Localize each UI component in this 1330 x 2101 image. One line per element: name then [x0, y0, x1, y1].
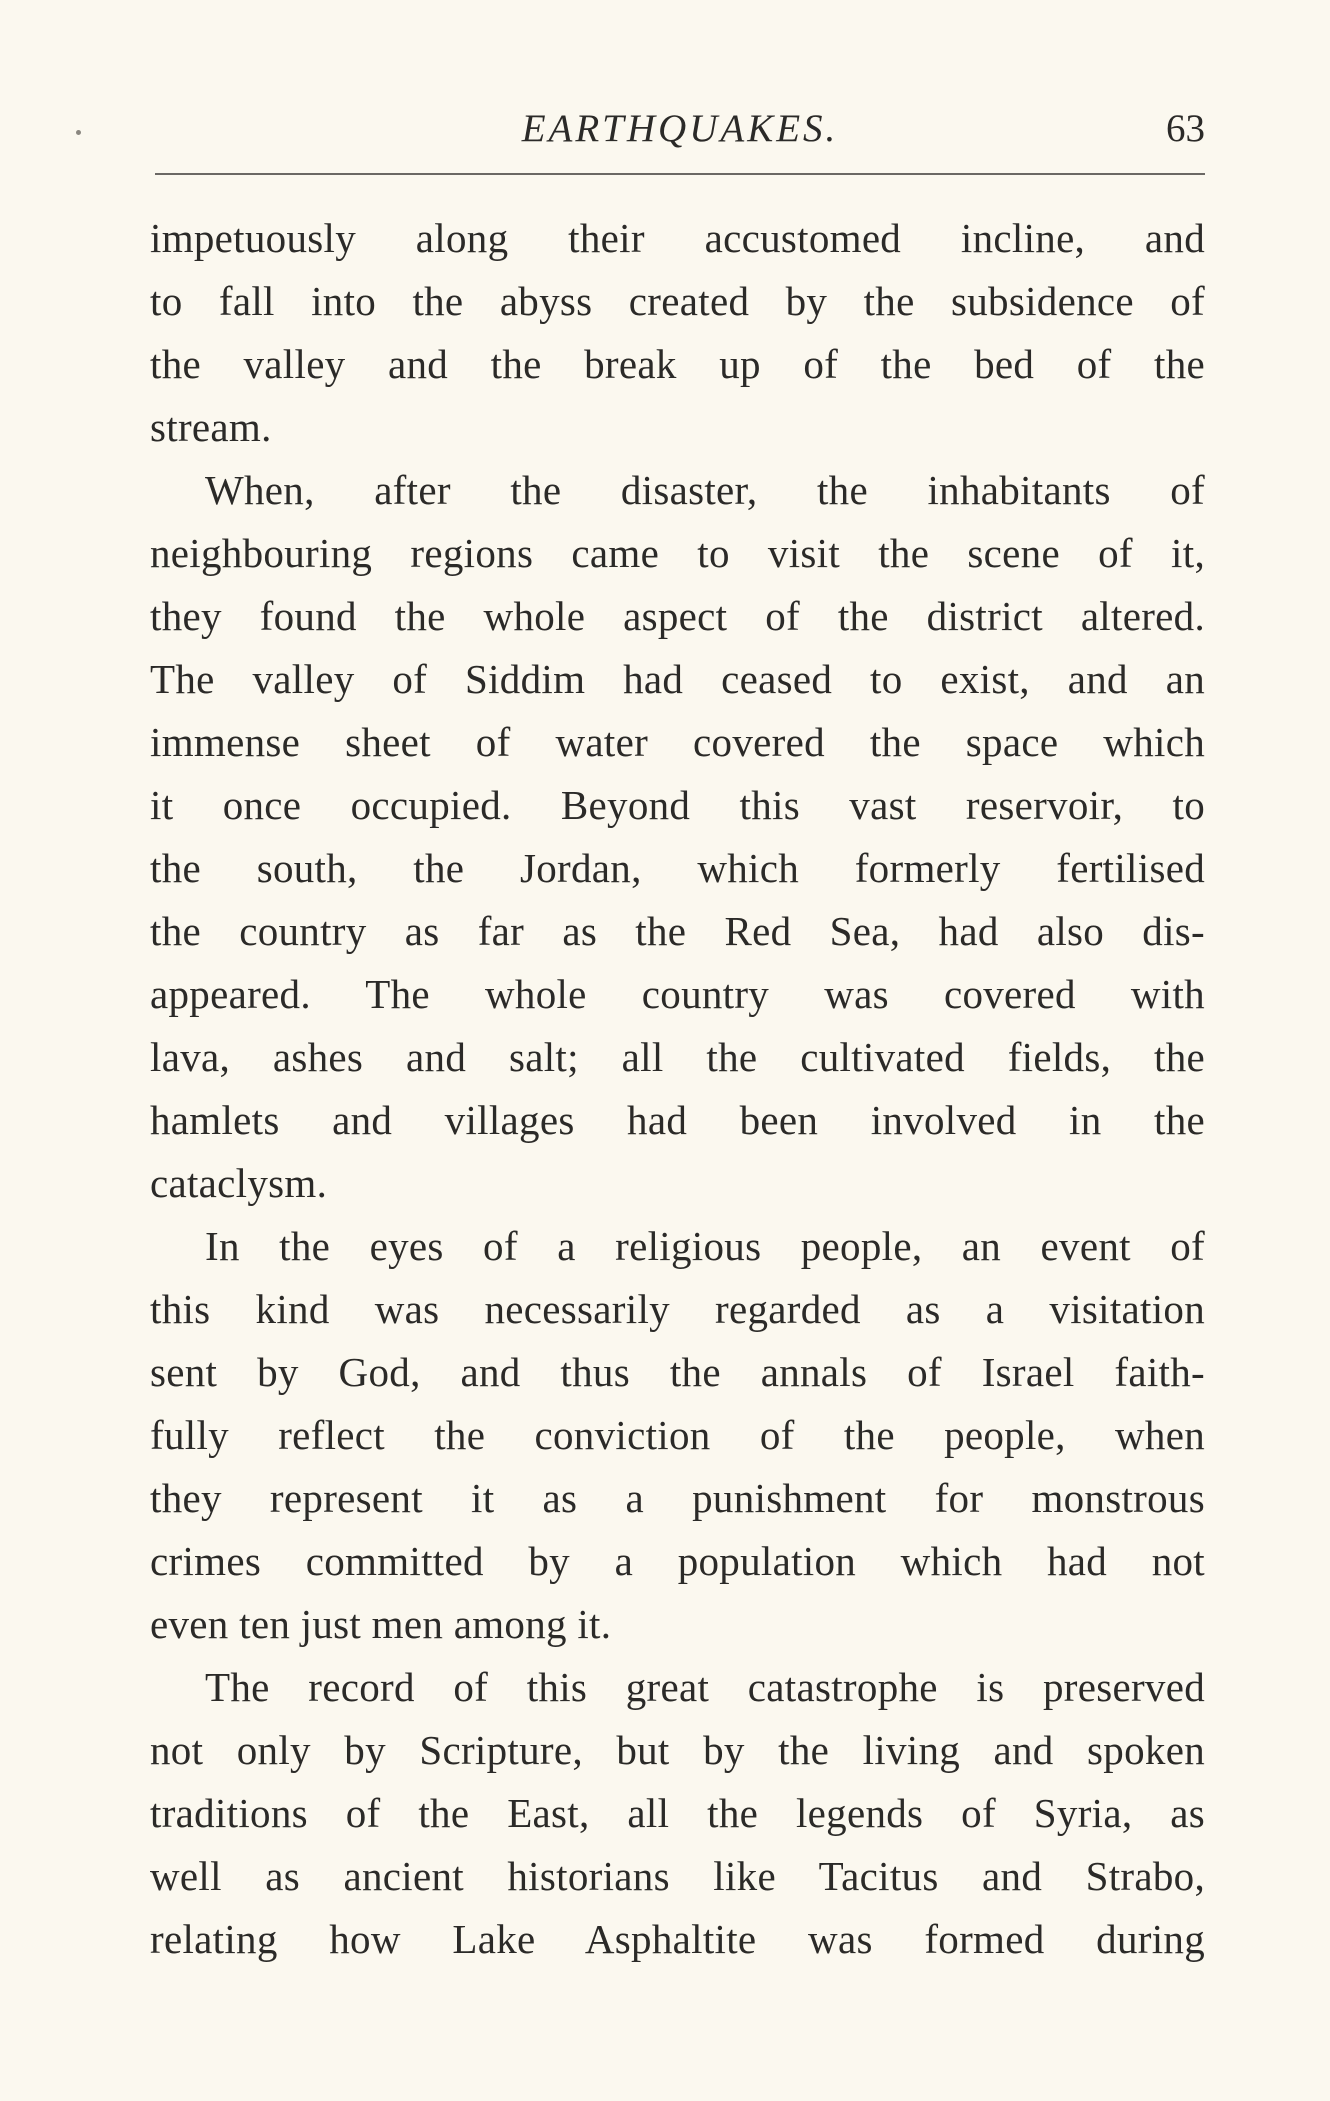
- text-line: the valley and the break up of the bed of the: [150, 341, 1205, 387]
- margin-dot: [76, 130, 81, 135]
- text-line: even ten just men among it.: [150, 1601, 612, 1647]
- text-line: well as ancient historians like Tacitus and Strabo,: [150, 1853, 1205, 1899]
- text-line: fully reflect the conviction of the people, when: [150, 1412, 1205, 1458]
- text-line: The valley of Siddim had ceased to exist, and an: [150, 656, 1205, 702]
- text-line: they found the whole aspect of the district altered.: [150, 593, 1205, 639]
- text-line: relating how Lake Asphaltite was formed during: [150, 1916, 1205, 1962]
- text-line: it once occupied. Beyond this vast reservoir, to: [150, 782, 1205, 828]
- text-line: immense sheet of water covered the space which: [150, 719, 1205, 765]
- text-line: the country as far as the Red Sea, had also dis-: [150, 908, 1205, 954]
- text-line: the south, the Jordan, which formerly fertilised: [150, 845, 1205, 891]
- text-line: When, after the disaster, the inhabitants of: [205, 467, 1205, 513]
- text-line: The record of this great catastrophe is preserved: [205, 1664, 1205, 1710]
- text-line: lava, ashes and salt; all the cultivated fields, the: [150, 1034, 1205, 1080]
- text-line: they represent it as a punishment for monstrous: [150, 1475, 1205, 1521]
- text-line: neighbouring regions came to visit the scene of it,: [150, 530, 1205, 576]
- text-line: sent by God, and thus the annals of Israel faith-: [150, 1349, 1205, 1395]
- text-line: impetuously along their accustomed incline, and: [150, 215, 1205, 261]
- text-line: crimes committed by a population which had not: [150, 1538, 1205, 1584]
- text-line: to fall into the abyss created by the subsidence of: [150, 278, 1205, 324]
- text-line: stream.: [150, 404, 272, 450]
- text-line: In the eyes of a religious people, an event of: [205, 1223, 1205, 1269]
- header-rule: [155, 173, 1205, 175]
- running-head: [155, 102, 1205, 162]
- text-line: cataclysm.: [150, 1160, 328, 1206]
- text-line: appeared. The whole country was covered with: [150, 971, 1205, 1017]
- running-title: EARTHQUAKES.: [521, 107, 839, 150]
- text-line: hamlets and villages had been involved in the: [150, 1097, 1205, 1143]
- page-number: 63: [1166, 107, 1205, 150]
- text-line: this kind was necessarily regarded as a visitation: [150, 1286, 1205, 1332]
- body-text: [150, 207, 1205, 1971]
- text-line: not only by Scripture, but by the living and spoken: [150, 1727, 1205, 1773]
- text-line: traditions of the East, all the legends of Syria, as: [150, 1790, 1205, 1836]
